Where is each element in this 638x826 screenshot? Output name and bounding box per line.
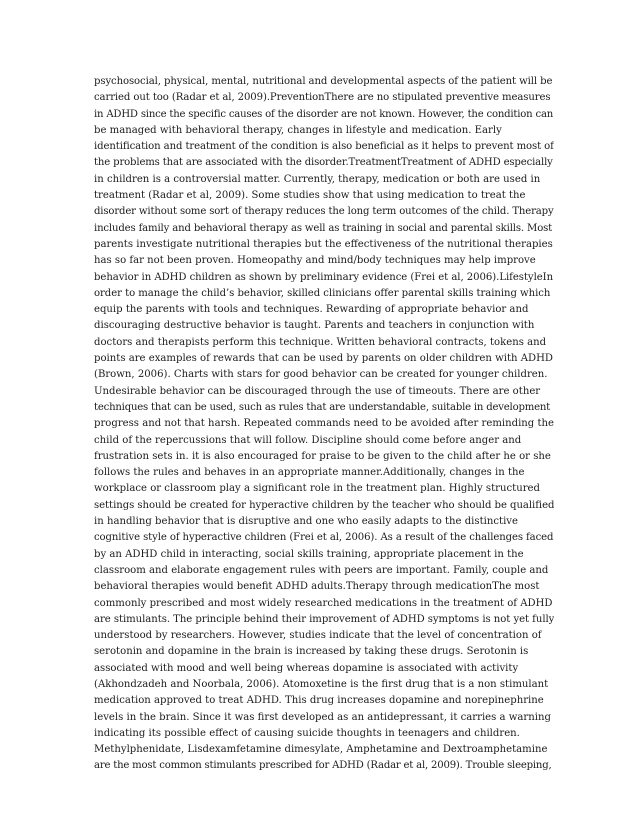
- text-line: behavioral therapies would benefit ADHD adults.Therapy through medicationThe most: [94, 581, 540, 593]
- text-line: are the most common stimulants prescribed for ADHD (Radar et al, 2009). Trouble sleeping,: [94, 760, 552, 772]
- body-text: [94, 74, 554, 775]
- text-line: doctors and therapists perform this technique. Written behavioral contracts, tokens and: [94, 336, 547, 348]
- text-line: medication approved to treat ADHD. This drug increases dopamine and norepinephrine: [94, 695, 544, 707]
- text-line: behavior in ADHD children as shown by preliminary evidence (Frei et al, 2006).LifestyleIn: [94, 271, 554, 283]
- text-line: the problems that are associated with the disorder.TreatmentTreatment of ADHD especially: [94, 157, 553, 169]
- text-line: discouraging destructive behavior is taught. Parents and teachers in conjunction with: [94, 320, 535, 332]
- text-line: disorder without some sort of therapy reduces the long term outcomes of the child. Therapy: [94, 206, 554, 218]
- text-line: (Akhondzadeh and Noorbala, 2006). Atomoxetine is the first drug that is a non stimulant: [94, 678, 549, 690]
- text-line: parents investigate nutritional therapies but the effectiveness of the nutritional therapies: [94, 238, 553, 250]
- text-line: serotonin and dopamine in the brain is increased by taking these drugs. Serotonin is: [94, 646, 529, 658]
- text-line: workplace or classroom play a significant role in the treatment plan. Highly structured: [94, 483, 540, 495]
- text-line: order to manage the child’s behavior, skilled clinicians offer parental skills training which: [94, 287, 551, 299]
- text-line: includes family and behavioral therapy as well as training in social and parental skills. Most: [94, 222, 553, 234]
- text-line: settings should be created for hyperactive children by the teacher who should be qualified: [94, 499, 554, 511]
- text-line: equip the parents with tools and techniques. Rewarding of appropriate behavior and: [94, 304, 529, 316]
- text-line: psychosocial, physical, mental, nutritional and developmental aspects of the patient will be: [94, 76, 553, 87]
- text-line: child of the repercussions that will follow. Discipline should come before anger and: [94, 434, 522, 446]
- text-line: (Brown, 2006). Charts with stars for good behavior can be created for younger children.: [94, 369, 548, 381]
- text-line: are stimulants. The principle behind their improvement of ADHD symptoms is not yet fully: [94, 613, 554, 625]
- text-line: carried out too (Radar et al, 2009).PreventionThere are no stipulated preventive measures: [94, 92, 551, 104]
- text-line: identification and treatment of the condition is also beneficial as it helps to prevent most of: [94, 141, 554, 153]
- text-line: levels in the brain. Since it was first developed as an antidepressant, it carries a warning: [94, 711, 551, 723]
- text-line: commonly prescribed and most widely researched medications in the treatment of ADHD: [94, 597, 553, 609]
- text-line: treatment (Radar et al, 2009). Some studies show that using medication to treat the: [94, 190, 526, 202]
- text-line: associated with mood and well being whereas dopamine is associated with activity: [94, 662, 519, 674]
- text-line: classroom and elaborate engagement rules with peers are important. Family, couple and: [94, 564, 549, 576]
- text-line: in ADHD since the specific causes of the disorder are not known. However, the condition can: [94, 108, 554, 120]
- text-line: Undesirable behavior can be discouraged through the use of timeouts. There are other: [94, 385, 541, 397]
- text-line: techniques that can be used, such as rules that are understandable, suitable in development: [94, 401, 551, 413]
- text-line: be managed with behavioral therapy, changes in lifestyle and medication. Early: [94, 124, 502, 136]
- text-line: in children is a controversial matter. Currently, therapy, medication or both are used in: [94, 173, 541, 185]
- text-line: indicating its possible effect of causing suicide thoughts in teenagers and children.: [94, 727, 520, 739]
- text-line: in handling behavior that is disruptive and one who easily adapts to the distinctive: [94, 516, 518, 528]
- text-line: follows the rules and behaves in an appropriate manner.Additionally, changes in the: [94, 467, 525, 479]
- text-line: by an ADHD child in interacting, social skills training, appropriate placement in the: [94, 548, 524, 560]
- text-line: progress and not that harsh. Repeated commands need to be avoided after reminding the: [94, 418, 554, 430]
- text-line: points are examples of rewards that can be used by parents on older children with ADHD: [94, 353, 554, 365]
- text-line: understood by researchers. However, studies indicate that the level of concentration of: [94, 630, 542, 642]
- text-line: cognitive style of hyperactive children (Frei et al, 2006). As a result of the challenges faced: [94, 532, 554, 544]
- text-line: Methylphenidate, Lisdexamfetamine dimesylate, Amphetamine and Dextroamphetamine: [94, 744, 548, 756]
- text-line: has so far not been proven. Homeopathy and mind/body techniques may help improve: [94, 255, 536, 267]
- text-line: frustration sets in. it is also encouraged for praise to be given to the child after he or she: [94, 450, 551, 462]
